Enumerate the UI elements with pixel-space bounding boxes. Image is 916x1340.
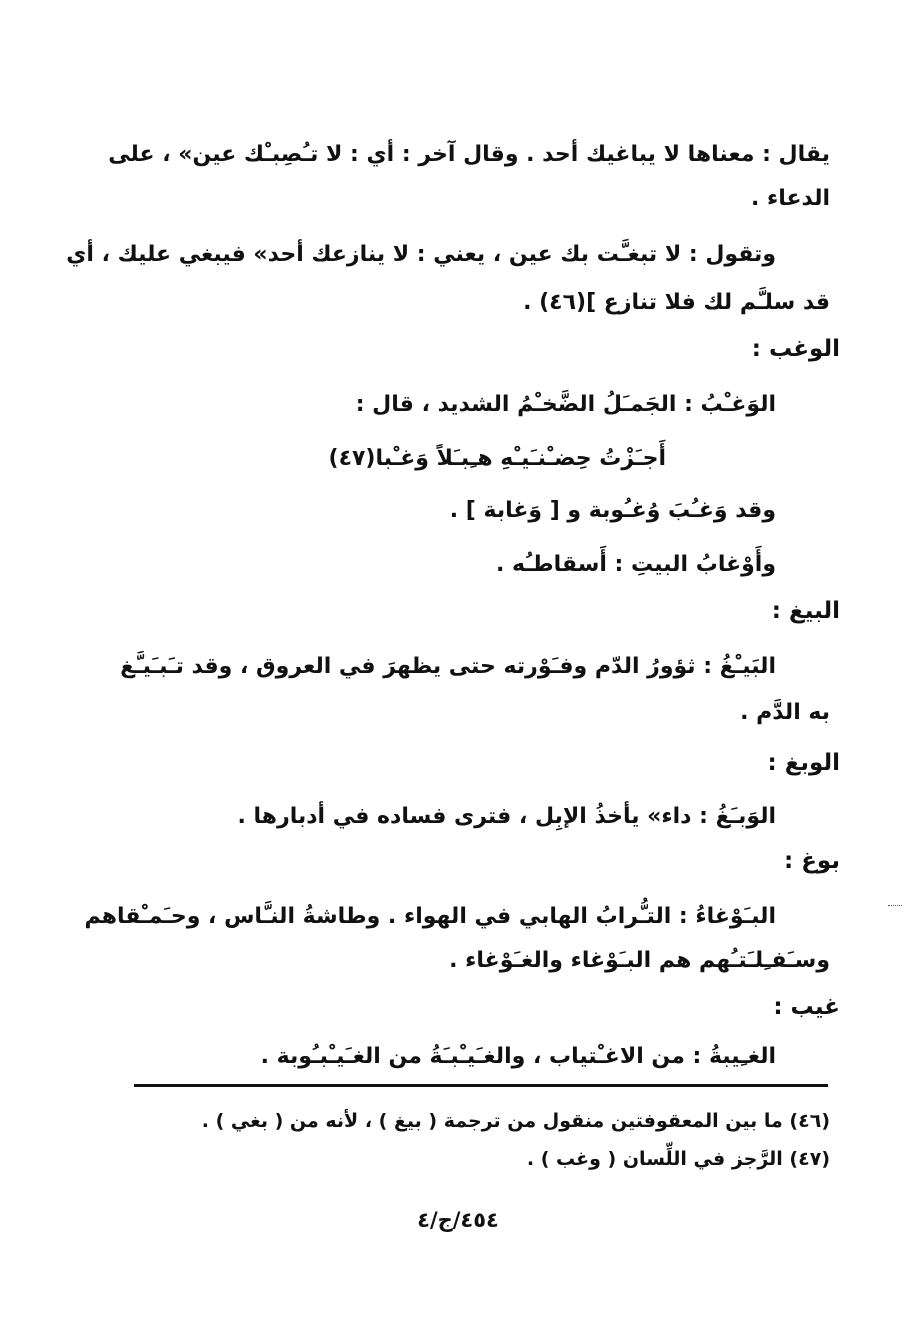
text-line: وقد وَغـُبَ وُغـُوبة و [ وَغابة ] . (449, 498, 776, 523)
text-line: البـَوْغاءُ : التـُّرابُ الهابي في الهواء . وطاشةُ النـَّاس ، وحـَمـْقاهم (84, 904, 776, 929)
entry-heading-bygh: البيغ : (771, 598, 840, 624)
scan-mark (888, 905, 902, 910)
text-line: الوَبـَغُ : داء» يأخذُ الإبِل ، فترى فساده في أدبارها . (237, 804, 776, 829)
text-line: قد سلـَّم لك فلا تنازع ](٤٦) . (523, 290, 830, 315)
text-line: البَيـْغُ : ثؤورُ الدّم وفـَوْرته حتى يظهرَ في العروق ، وقد تـَبـَيـَّغ (120, 654, 776, 679)
verse-line: أَجـَزْتُ حِضـْنـَيـْهِ هـِبـَلاً وَغـْبا(٤٧) (328, 446, 666, 471)
text-line: به الدَّم . (740, 700, 830, 725)
text-line: وسـَفـِلـَتـُهم هم البـَوْغاء والغـَوْغاء . (449, 948, 830, 973)
text-line: الدعاء . (750, 186, 830, 211)
page-number: ٤٥٤/ج/٤ (417, 1208, 499, 1232)
entry-heading-bwgh: بوغ : (784, 848, 840, 874)
text-line: الغـِيبةُ : من الاغـْتياب ، والغـَيـْبـَةُ من الغـَيـْبـُوبة . (260, 1044, 776, 1069)
entry-heading-ghyb: غيب : (773, 994, 840, 1020)
footnote-divider (134, 1084, 828, 1087)
text-line: الوَغـْبُ : الجَمـَلُ الضَّخـْمُ الشديد ، قال : (355, 392, 776, 417)
text-line: وأَوْغابُ البيتِ : أَسقاطـُه . (496, 552, 776, 577)
footnote: (٤٦) ما بين المعقوفتين منقول من ترجمة ( بيغ ) ، لأنه من ( بغي ) . (201, 1110, 830, 1132)
text-line: يقال : معناها لا يباغيك أحد . وقال آخر : أي : لا تـُصِبـْك عين» ، على (108, 142, 830, 167)
text-line: وتقول : لا تبغـَّت بك عين ، يعني : لا ينازعك أحد» فيبغي عليك ، أي (66, 242, 776, 267)
footnote: (٤٧) الرَّجز في اللِّسان ( وغب ) . (526, 1148, 830, 1170)
entry-heading-wbgh: الوبغ : (767, 750, 840, 776)
entry-heading-wghb: الوغب : (751, 336, 840, 362)
